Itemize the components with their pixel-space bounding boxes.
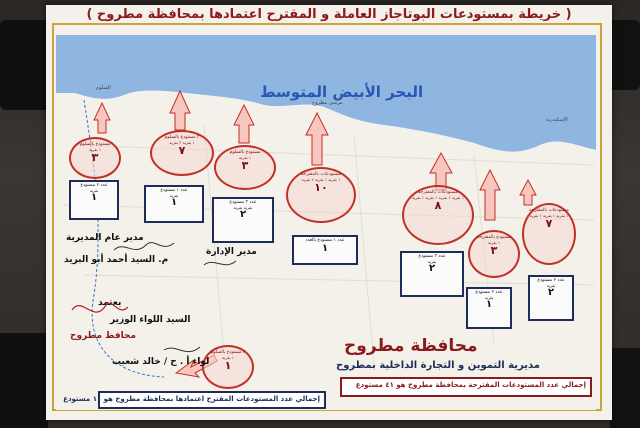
general-name: لواء أ . ح / خالد شعيب bbox=[112, 357, 210, 367]
legend-proposed: إجمالي عدد المستودعات المقترحة بمحافظة مطروح هو ٤١ مستودع bbox=[340, 377, 592, 397]
director-name: م. السيد أحمد أبو البريد bbox=[64, 255, 169, 265]
proposed-circle: ٣ مستودع بالسلوم ١ بقرية ١ bbox=[202, 345, 254, 389]
governorate-title: محافظة مطروح bbox=[344, 336, 478, 356]
governor-title: محافظ مطروح bbox=[70, 331, 137, 341]
map-area bbox=[54, 25, 600, 410]
existing-box: عدد ١ مستودع بقرية ١ bbox=[144, 185, 204, 223]
dark-object-right bbox=[610, 348, 640, 428]
existing-box: عدد ٢ مستودع بقرية ١ bbox=[69, 180, 119, 220]
proposed-circle: مستودعات بالمقترحة ١ بقرية ١ بقرية ٢ بقرية ١٠ bbox=[286, 167, 356, 223]
signature-scribbles bbox=[54, 25, 600, 410]
city-matrouh: مرسى مطروح bbox=[312, 100, 343, 106]
map-poster bbox=[46, 5, 612, 420]
existing-box: عدد ٣ مستودع بقرية ٢ bbox=[400, 251, 464, 297]
proposed-circle: مستودعات بالمقترحة ١ بقرية ١ بقرية ١ بقرية ١ بقرية ٨ bbox=[402, 185, 474, 245]
city-salloum: السلوم bbox=[96, 85, 111, 91]
signature-icon bbox=[114, 243, 174, 250]
admin-director-label: مدير الإدارة bbox=[206, 247, 257, 257]
proposed-circle: مستودع بالسلوم ١ بقرية ٣ bbox=[214, 145, 276, 190]
signature-icon bbox=[204, 261, 236, 265]
directorate-title: مديرية التموين و التجارة الداخلية بمطروح bbox=[336, 360, 540, 371]
existing-box: عدد ٢ مستودع بقرية ١ bbox=[466, 287, 512, 329]
sea-label: البحر الأبيض المتوسط bbox=[260, 83, 424, 101]
existing-box: عدد ٢ مستودع بقرية ٢ bbox=[528, 275, 574, 321]
existing-box: عدد ٣ مستودع بقرية بقرية ٢ bbox=[212, 197, 274, 243]
legend-existing: إجمالي عدد المستودعات المقترح اعتمادها بمحافظة مطروح هو ١٠ مستودع bbox=[98, 391, 326, 409]
poster-title: ( خريطة بمستودعات البوتاجاز العاملة و المقترح اعتمادها بمحافظة مطروح ) bbox=[86, 7, 572, 22]
governor-rank: السيد اللواء الوزير bbox=[110, 315, 191, 325]
approved-label: يعتمد bbox=[98, 298, 122, 308]
director-general-label: مدير عام المديرية bbox=[66, 233, 144, 243]
proposed-circle: مستودع بالمقترحة ١ بقرية ٣ bbox=[468, 230, 520, 278]
proposed-circle: مستودعات بالمقترحة ١ بقرية ١ بقرية ١ بقرية ٧ bbox=[522, 203, 576, 265]
proposed-circle: مستودع بالسلوم ١ بقرية ٣ bbox=[69, 137, 121, 179]
existing-box: عدد ١ مستودع بالعدد ١ bbox=[292, 235, 358, 265]
city-alexandria: الإسكندرية bbox=[546, 117, 568, 123]
signature-icon bbox=[72, 303, 128, 312]
dark-object-left bbox=[0, 333, 48, 428]
proposed-circle: ٣ مستودع بالسلوم ١ بقرية ٢ بقرية ٧ bbox=[150, 130, 214, 176]
signature-icon bbox=[164, 347, 200, 352]
